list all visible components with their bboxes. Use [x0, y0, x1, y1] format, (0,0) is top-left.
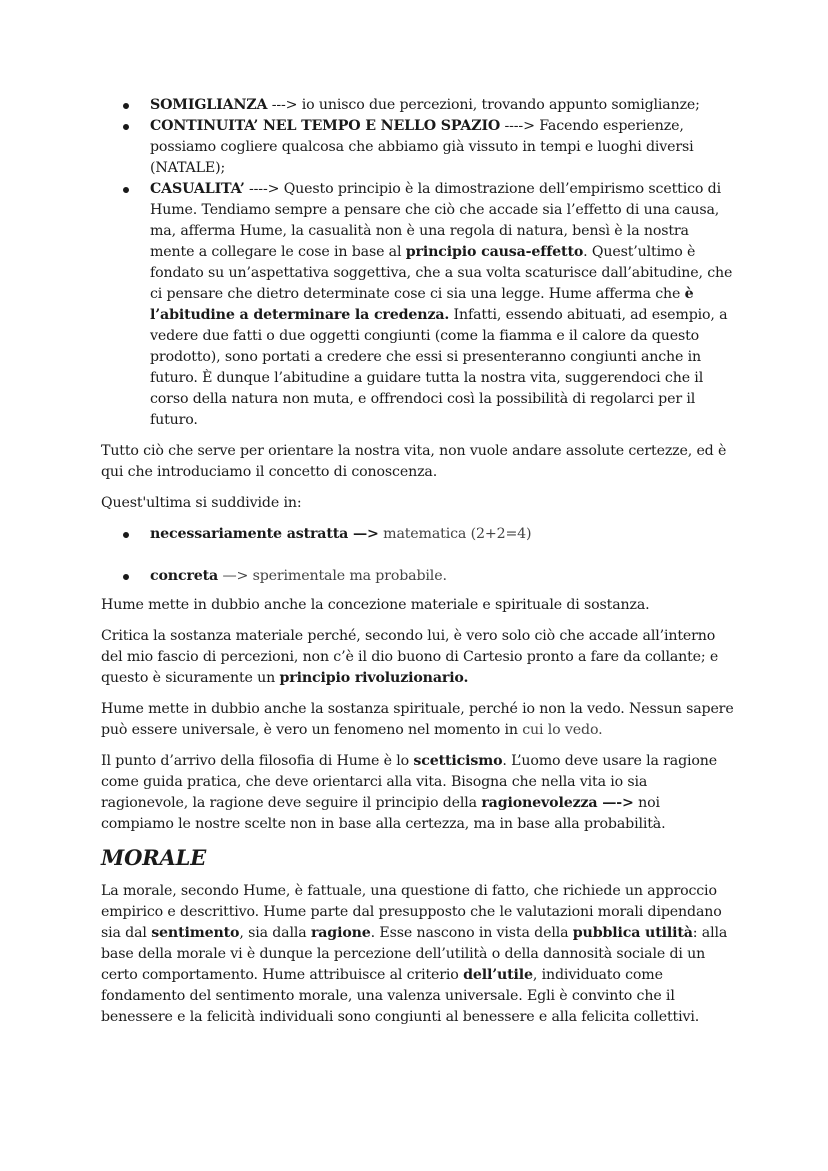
knowledge-list [101, 524, 736, 587]
arrow: ----> [500, 118, 540, 134]
text: Il punto d’arrivo della filosofia di Hume è lo [101, 753, 414, 769]
text: Facendo esperienze, possiamo cogliere qualcosa che abbiamo già vissuto in tempi e luoghi diversi (NATALE); [150, 118, 694, 176]
term: concreta [150, 568, 219, 584]
bold-text: scetticismo [413, 753, 503, 769]
text: cui lo vedo. [522, 722, 603, 738]
text: , individuato come fondamento del sentimento morale, una valenza universale. Egli è convinto che il benessere e la felicità individuali sono congiunti al benessere e alla felicita collettivi. [101, 967, 700, 1025]
paragraph [101, 881, 736, 1028]
section-heading-morale: MORALE [101, 845, 207, 870]
paragraph [101, 751, 736, 835]
list-item-continuita [150, 116, 736, 179]
paragraph [101, 626, 736, 689]
paragraph: Quest'ultima si suddivide in: [101, 495, 302, 511]
text: matematica (2+2=4) [378, 526, 532, 542]
arrow: ---> [267, 97, 302, 113]
text: Hume mette in dubbio anche la sostanza spirituale, perché io non la vedo. Nessun sapere può essere universale, è vero un fenomeno nel momento in [101, 701, 734, 738]
text: . Esse nascono in vista della [370, 925, 573, 941]
arrow: ----> [244, 181, 284, 197]
bold-text: è l’abitudine a determinare la credenza. [150, 286, 694, 323]
list-item-concreta [150, 566, 736, 587]
paragraph: Tutto ciò che serve per orientare la nostra vita, non vuole andare assolute certezze, ed è qui che introduciamo il concetto di conoscenza. [101, 443, 727, 480]
term: CASUALITA’ [150, 181, 245, 197]
bold-text: principio rivoluzionario. [279, 670, 469, 686]
bold-text: ragione [310, 925, 371, 941]
text: Critica la sostanza materiale perché, secondo lui, è vero solo ciò che accade all’interno del mio fascio di percezioni, non c’è il dio buono di Cartesio pronto a fare da collante; e questo è sicuramente un [101, 628, 719, 686]
term: SOMIGLIANZA [150, 97, 268, 113]
term: necessariamente astratta —> [150, 526, 379, 542]
text: : alla base della morale vi è dunque la percezione dell’utilità o della dannosità sociale di un certo comportamento. Hume attribuisce al criterio [101, 925, 728, 983]
text: Questo principio è la dimostrazione dell’empirismo scettico di Hume. Tendiamo sempre a pensare che ciò che accade sia l’effetto di una causa, ma, afferma Hume, la casualità non è una regola di natura, bensì è la nostra mente a collegare le cose in base al [150, 181, 721, 260]
list-item-somiglianza [150, 95, 736, 116]
text: La morale, secondo Hume, è fattuale, una questione di fatto, che richiede un approccio empirico e descrittivo. Hume parte dal presupposto che le valutazioni morali dipendano sia dal [101, 883, 722, 941]
list-item-casualita [150, 179, 736, 431]
principles-list [101, 95, 736, 431]
bold-text: pubblica utilità [572, 925, 693, 941]
document-page [101, 95, 736, 1028]
bold-text: principio causa-effetto [405, 244, 584, 260]
text: io unisco due percezioni, trovando appunto somiglianze; [301, 97, 700, 113]
text: . L’uomo deve usare la ragione come guida pratica, che deve orientarci alla vita. Bisogna che nella vita io sia ragionevole, la ragione deve seguire il principio della [101, 753, 718, 811]
text: . Quest’ultimo è fondato su un’aspettativa soggettiva, che a sua volta scaturisce dall’abitudine, che ci pensare che dietro determinate cose ci sia una legge. Hume afferma che [150, 244, 733, 302]
text: noi compiamo le nostre scelte non in base alla certezza, ma in base alla probabilità. [101, 795, 666, 832]
bold-text: dell’utile [463, 967, 533, 983]
text: —> sperimentale ma probabile. [218, 568, 447, 584]
text: Infatti, essendo abituati, ad esempio, a vedere due fatti o due oggetti congiunti (come la fiamma e il calore da questo prodotto), sono portati a credere che essi si presenteranno congiunti anche in futuro. È dunque l’abitudine a guidare tutta la nostra vita, suggerendoci che il corso della natura non muta, e offrendoci così la possibilità di regolarci per il futuro. [150, 307, 728, 428]
term: CONTINUITA’ NEL TEMPO E NELLO SPAZIO [150, 118, 501, 134]
bold-text: sentimento [151, 925, 240, 941]
bold-text: ragionevolezza —-> [481, 795, 634, 811]
paragraph: Hume mette in dubbio anche la concezione materiale e spirituale di sostanza. [101, 597, 650, 613]
text: , sia dalla [239, 925, 311, 941]
list-item-astratta [150, 524, 736, 545]
paragraph [101, 699, 736, 741]
